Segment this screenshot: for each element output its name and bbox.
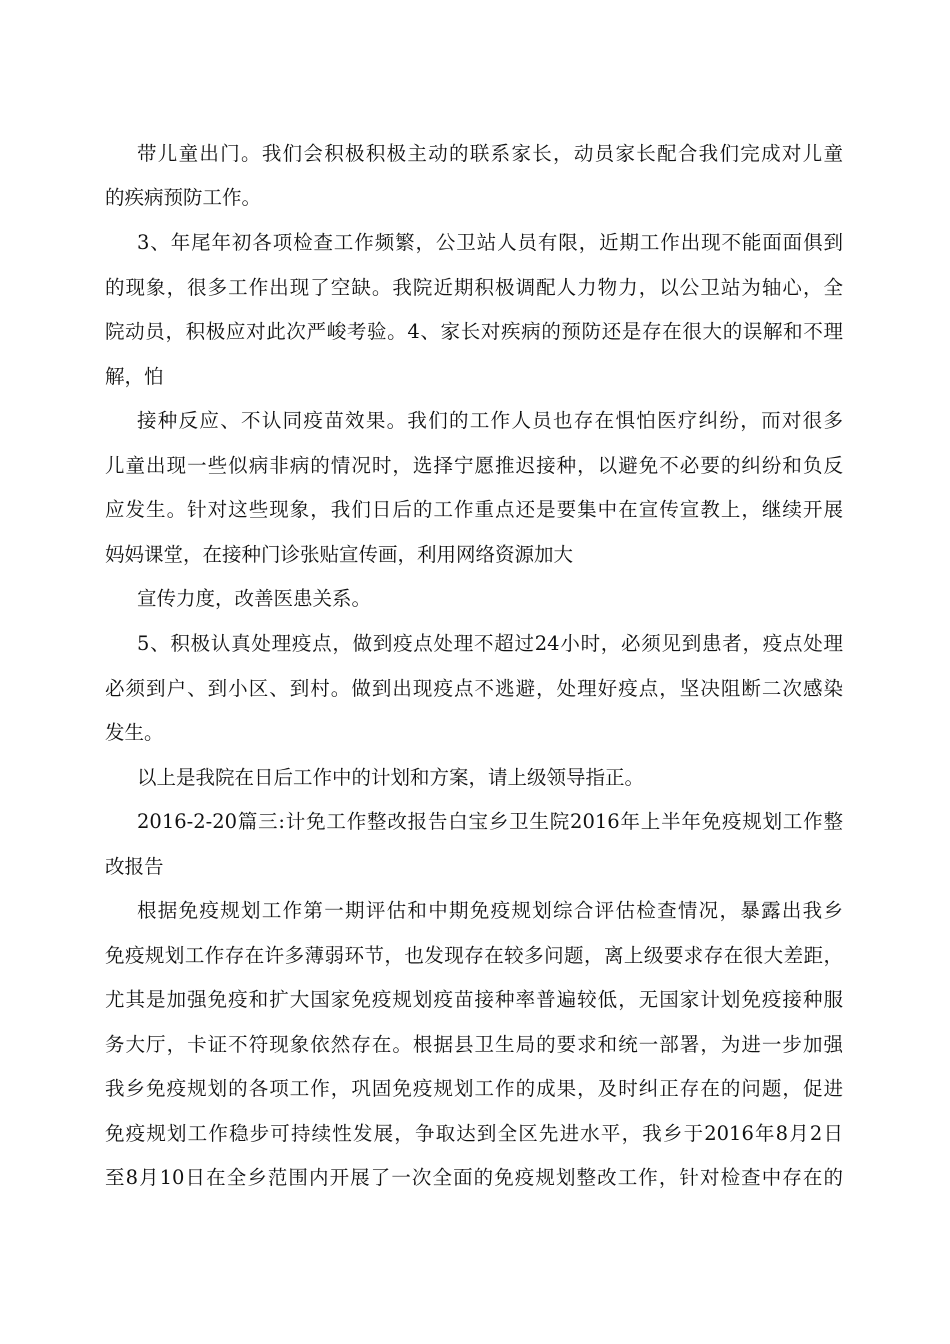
text-line: 的现象，很多工作出现了空缺。我院近期积极调配人力物力，以公卫站为轴心，全 <box>105 276 843 299</box>
text-line: 接种反应、不认同疫苗效果。我们的工作人员也存在惧怕医疗纠纷，而对很多 <box>137 409 843 432</box>
text-line: 3、年尾年初各项检查工作频繁，公卫站人员有限，近期工作出现不能面面俱到 <box>137 231 843 254</box>
text-line: 以上是我院在日后工作中的计划和方案，请上级领导指正。 <box>137 766 645 789</box>
text-line: 的疾病预防工作。 <box>105 186 262 209</box>
text-line: 带儿童出门。我们会积极积极主动的联系家长，动员家长配合我们完成对儿童 <box>137 142 843 165</box>
text-line: 2016-2-20篇三:计免工作整改报告白宝乡卫生院2016年上半年免疫规划工作整 <box>137 810 843 833</box>
text-line: 免疫规划工作稳步可持续性发展，争取达到全区先进水平，我乡于2016年8月2日 <box>105 1122 843 1145</box>
text-line: 我乡免疫规划的各项工作，巩固免疫规划工作的成果，及时纠正存在的问题，促进 <box>105 1077 843 1100</box>
text-line: 妈妈课堂，在接种门诊张贴宣传画，利用网络资源加大 <box>105 543 574 566</box>
text-line: 儿童出现一些似病非病的情况时，选择宁愿推迟接种，以避免不必要的纠纷和负反 <box>105 454 843 477</box>
text-line: 根据免疫规划工作第一期评估和中期免疫规划综合评估检查情况，暴露出我乡 <box>137 899 843 922</box>
text-line: 尤其是加强免疫和扩大国家免疫规划疫苗接种率普遍较低，无国家计划免疫接种服 <box>105 988 843 1011</box>
text-line: 解，怕 <box>105 365 164 388</box>
text-line: 5、积极认真处理疫点，做到疫点处理不超过24小时，必须见到患者，疫点处理 <box>137 632 843 655</box>
text-line: 宣传力度，改善医患关系。 <box>137 587 372 610</box>
text-line: 必须到户、到小区、到村。做到出现疫点不逃避，处理好疫点，坚决阻断二次感染 <box>105 677 843 700</box>
text-line: 务大厅，卡证不符现象依然存在。根据县卫生局的要求和统一部署，为进一步加强 <box>105 1033 843 1056</box>
text-line: 改报告 <box>105 855 164 878</box>
text-line: 免疫规划工作存在许多薄弱环节，也发现存在较多问题，离上级要求存在很大差距， <box>105 944 843 967</box>
text-line: 应发生。针对这些现象，我们日后的工作重点还是要集中在宣传宣教上，继续开展 <box>105 498 843 521</box>
text-line: 至8月10日在全乡范围内开展了一次全面的免疫规划整改工作，针对检查中存在的 <box>105 1166 843 1189</box>
text-line: 发生。 <box>105 721 164 744</box>
text-line: 院动员，积极应对此次严峻考验。4、家长对疾病的预防还是存在很大的误解和不理 <box>105 320 843 343</box>
